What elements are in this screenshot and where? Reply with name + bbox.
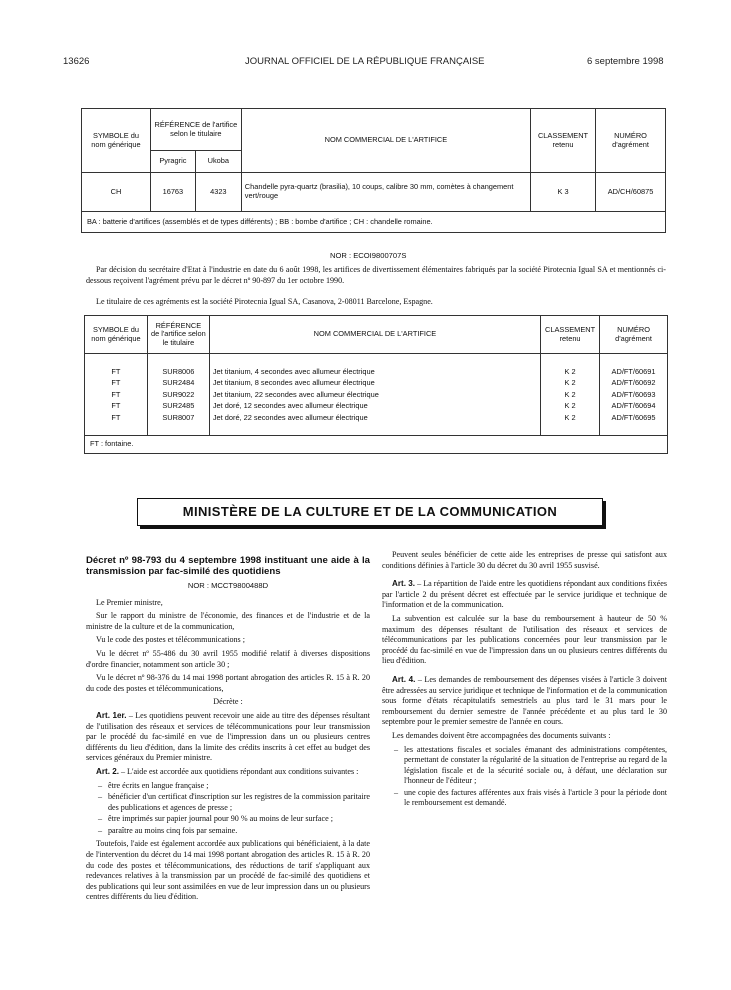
header-reference: RÉFÉRENCE de l'artifice selon le titulaire	[147, 316, 209, 354]
header-pyragric: Pyragric	[150, 151, 195, 173]
ministry-title: MINISTÈRE DE LA CULTURE ET DE LA COMMUNICATION	[137, 498, 603, 526]
cell-ref-ukoba: 4323	[195, 173, 241, 212]
article-2-text: – L'aide est accordée aux quotidiens répondant aux conditions suivantes :	[118, 766, 359, 776]
header-nom: NOM COMMERCIAL DE L'ARTIFICE	[209, 316, 540, 354]
cell-numero: AD/CH/60875	[596, 173, 666, 212]
decree-left-column	[86, 555, 370, 906]
decree-intro: Le Premier ministre,	[96, 597, 163, 607]
list-item: – une copie des factures afférentes aux frais visés à l'article 3 pour la période dont le remboursement est demandé.	[404, 788, 667, 809]
decree-subvention: La subvention est calculée sur la base du remboursement à hauteur de 50 % maximum des dépenses résultant de l'utilisation des réseaux et services de télécommunications par les publications concernées pour leur transmission par le procédé du fac-similé en vue de l'impression dans un ou plusieurs centres différents du lieu d'édition.	[382, 613, 667, 666]
cell-symbole: FT	[111, 412, 121, 422]
article-2	[86, 767, 370, 778]
cell-numero: AD/FT/60692	[611, 378, 656, 388]
issue-date: 6 septembre 1998	[587, 56, 664, 67]
approval-table-1	[81, 108, 666, 233]
decree-vu-3: Vu le décret nº 55-486 du 30 avril 1955 modifié relatif à diverses dispositions d'ordre financier, notamment son article 30 ;	[86, 648, 370, 669]
article-1-text: – Les quotidiens peuvent recevoir une aide au titre des dépenses résultant de l'utilisation des réseaux et services de télécommunications pour leur transmission par le procédé du fac-similé en vue de l'impression dans un ou plusieurs centres différents du lieu d'édition, dans la limite des crédits inscrits à cet effet au budget des services généraux du Premier ministre.	[86, 710, 370, 763]
holder-paragraph: Le titulaire de ces agréments est la société Pirotecnia Igual SA, Casanova, 2-08011 Barcelone, Espagne.	[96, 297, 433, 306]
list-item: – bénéficier d'un certificat d'inscription sur les registres de la commission paritaire des publications et agences de presse ;	[108, 792, 370, 813]
decision-paragraph: Par décision du secrétaire d'Etat à l'industrie en date du 6 août 1998, les artifices de divertissement élémentaires fabriqués par la société Pirotecnia Igual SA et mentionnés ci-dessous reçoivent l'agrément prévu par le décret nº 90-897 du 1er octobre 1990.	[86, 265, 666, 285]
cell-classement: K 2	[564, 401, 576, 411]
decree-toutefois: Toutefois, l'aide est également accordée aux publications qui bénéficiaient, à la date de l'intervention du décret du 14 mai 1998 portant abrogation des articles R. 15 à R. 20 du code des postes et télécommunications, des réductions de tarif s'appliquant aux redevances relatives à la transmission par un procédé de fac-similé des quotidiens et des publications qui leur sont assimilées en vue de leur impression dans un ou plusieurs centres différents du lieu d'édition.	[86, 839, 370, 902]
list-item: – être imprimés sur papier journal pour 90 % au moins de leur surface ;	[108, 814, 370, 825]
cell-symbole: FT	[111, 401, 121, 411]
cell-symbole: FT	[111, 366, 121, 376]
column-reference	[147, 354, 209, 436]
cell-nom: Jet doré, 22 secondes avec allumeur électrique	[212, 412, 368, 422]
cell-classement: K 2	[564, 366, 576, 376]
table-notes: BA : batterie d'artifices (assemblés et de types différents) ; BB : bombe d'artifice ; CH : chandelle romaine.	[82, 212, 666, 233]
list-item: – les attestations fiscales et sociales émanant des administrations compétentes, permettant de constater la régularité de la situation de l'entreprise au regard de la législation fiscale et de la sécurité sociale ou, à défaut, une déclaration sur l'honneur de l'éditeur ;	[404, 745, 667, 787]
cell-reference: SUR8006	[162, 366, 195, 376]
cell-classement: K 2	[564, 389, 576, 399]
column-classement	[541, 354, 600, 436]
approval-table-2	[84, 315, 668, 454]
header-reference: RÉFÉRENCE de l'artifice selon le titulaire	[150, 109, 241, 151]
cell-symbole: FT	[111, 378, 121, 388]
decree-title: Décret nº 98-793 du 4 septembre 1998 instituant une aide à la transmission par fac-similé des quotidiens	[86, 555, 370, 577]
cell-numero: AD/FT/60694	[611, 401, 656, 411]
journal-title: JOURNAL OFFICIEL DE LA RÉPUBLIQUE FRANÇAISE	[245, 56, 485, 67]
column-symbole	[85, 354, 148, 436]
cell-nom: Jet titanium, 8 secondes avec allumeur électrique	[212, 378, 375, 388]
cell-reference: SUR9022	[162, 389, 195, 399]
conditions-list	[86, 781, 370, 837]
list-item: – paraître au moins cinq fois par semaine.	[108, 826, 370, 837]
page-number: 13626	[63, 56, 90, 67]
cell-reference: SUR2485	[162, 401, 195, 411]
header-classement: CLASSEMENT retenu	[531, 109, 596, 173]
cell-classement: K 3	[531, 173, 596, 212]
list-item: – être écrits en langue française ;	[108, 781, 370, 792]
cell-symbole: FT	[111, 389, 121, 399]
cell-ref-pyragric: 16763	[150, 173, 195, 212]
header-numero: NUMÉRO d'agrément	[600, 316, 668, 354]
cell-nom: Jet doré, 12 secondes avec allumeur électrique	[212, 401, 368, 411]
decree-vu-1: Sur le rapport du ministre de l'économie, des finances et de l'industrie et de la ministre de la culture et de la communication,	[86, 611, 370, 631]
table-row	[82, 173, 666, 212]
decree-right-column	[382, 550, 667, 812]
cell-numero: AD/FT/60691	[611, 366, 656, 376]
article-3-text: – La répartition de l'aide entre les quotidiens répondant aux conditions fixées par l'article 2 du présent décret est effectuée par le service juridique et technique de l'information et de la communication.	[382, 579, 667, 610]
header-symbole: SYMBOLE du nom générique	[82, 109, 151, 173]
header-numero: NUMÉRO d'agrément	[596, 109, 666, 173]
decree-demandes: Les demandes doivent être accompagnées des documents suivants :	[392, 730, 611, 740]
cell-reference: SUR8007	[162, 412, 195, 422]
table-notes: FT : fontaine.	[85, 436, 668, 454]
decree-vu-2: Vu le code des postes et télécommunications ;	[96, 635, 245, 645]
decree-peuvent: Peuvent seules bénéficier de cette aide les entreprises de presse qui satisfont aux conditions définies à l'article 30 du décret du 30 avril 1955 susvisé.	[382, 550, 667, 570]
article-4	[382, 675, 667, 728]
article-1	[86, 711, 370, 764]
cell-classement: K 2	[564, 412, 576, 422]
decree-decrete: Décrète :	[213, 697, 243, 707]
column-nom	[209, 354, 540, 436]
cell-reference: SUR2484	[162, 378, 195, 388]
column-numero	[600, 354, 668, 436]
header-classement: CLASSEMENT retenu	[541, 316, 600, 354]
decree-vu-4: Vu le décret nº 98-376 du 14 mai 1998 portant abrogation des articles R. 15 à R. 20 du code des postes et télécommunications,	[86, 673, 370, 693]
header-symbole: SYMBOLE du nom générique	[85, 316, 148, 354]
documents-list	[382, 745, 667, 810]
cell-classement: K 2	[564, 378, 576, 388]
article-1-label: Art. 1er.	[96, 710, 127, 720]
nor-reference: NOR : ECOI9800707S	[330, 251, 407, 260]
article-4-text: – Les demandes de remboursement des dépenses visées à l'article 3 doivent être adressées au service juridique et technique de l'information et de la communication sous forme d'états récapitulatifs semestriels au plus tard le 31 mars pour le remboursement du dernier semestre de l'année précédente et au plus tard le 30 septembre pour le premier semestre de l'année en cours.	[382, 674, 667, 727]
article-3-label: Art. 3.	[392, 579, 415, 589]
cell-nom: Chandelle pyra-quartz (brasilia), 10 coups, calibre 30 mm, comètes à changement vert/rouge	[241, 173, 530, 212]
cell-symbole: CH	[82, 173, 151, 212]
cell-nom: Jet titanium, 22 secondes avec allumeur électrique	[212, 389, 379, 399]
cell-numero: AD/FT/60693	[611, 389, 656, 399]
header-ukoba: Ukoba	[195, 151, 241, 173]
decree-nor: NOR : MCCT9800488D	[187, 581, 269, 590]
article-3	[382, 579, 667, 611]
article-2-label: Art. 2.	[96, 766, 119, 776]
article-4-label: Art. 4.	[392, 674, 416, 684]
header-nom: NOM COMMERCIAL DE L'ARTIFICE	[241, 109, 530, 173]
cell-nom: Jet titanium, 4 secondes avec allumeur électrique	[212, 366, 375, 376]
cell-numero: AD/FT/60695	[611, 412, 656, 422]
